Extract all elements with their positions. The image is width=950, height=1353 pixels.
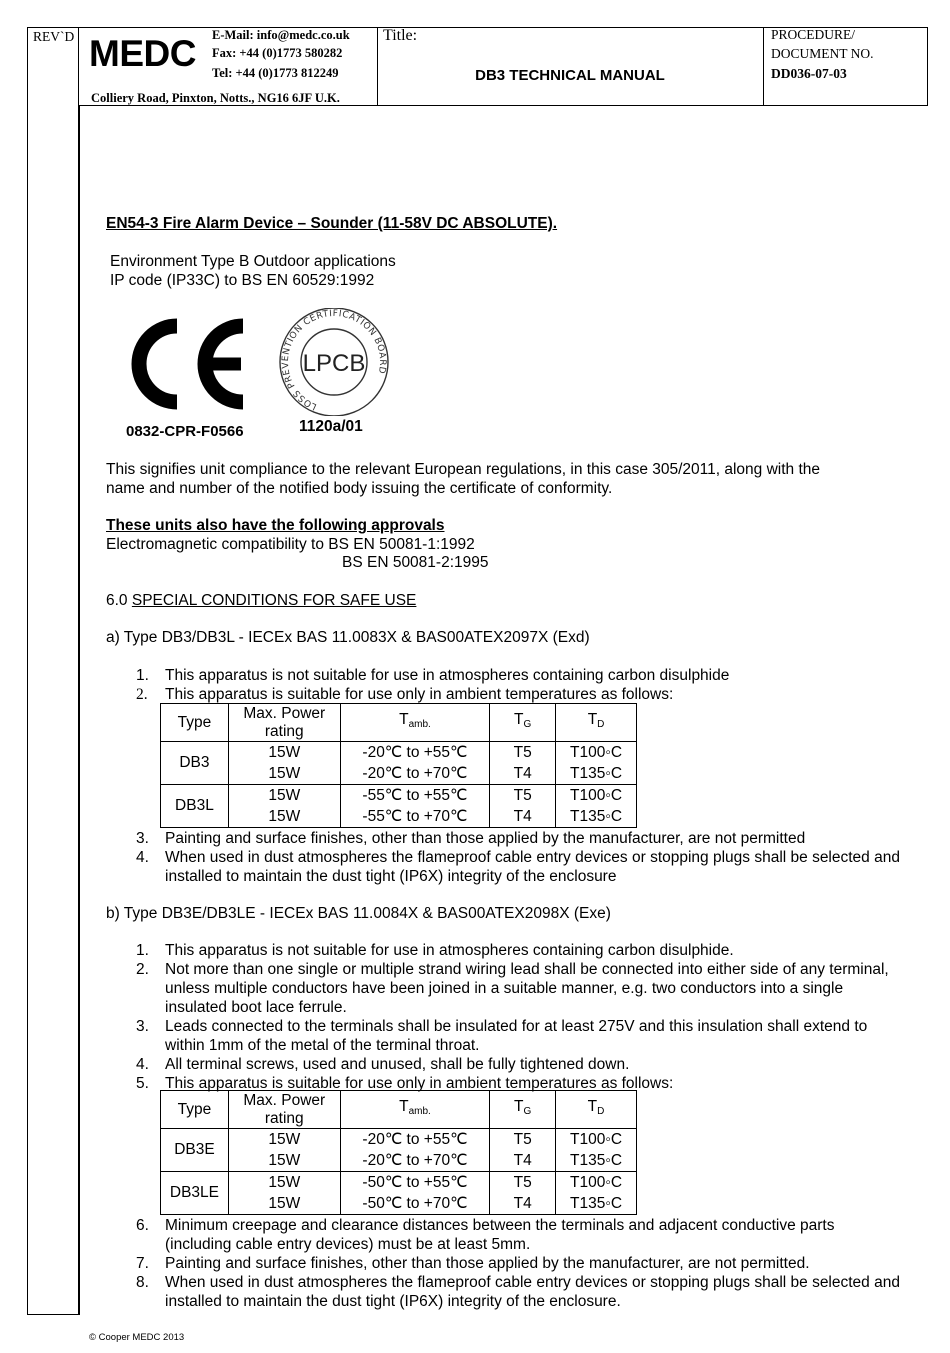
cell-tamb: -55℃ to +55℃ -55℃ to +70℃ [340,785,490,828]
cell-td: T100◦C T135◦C [556,742,637,785]
header-tg: $T_G$ [490,1091,556,1129]
body-border [78,105,80,1315]
footer-copyright: © Cooper MEDC 2013 [89,1332,185,1343]
list-item: 1. This apparatus is not suitable for use in atmospheres containing carbon disulphide [136,667,730,684]
approvals-line-2: BS EN 50081-2:1995 [342,554,489,571]
section-title: SPECIAL CONDITIONS FOR SAFE USE [131,592,417,609]
cell-power: 15W 15W [228,1129,340,1172]
table-row [161,785,637,828]
header-address: Colliery Road, Pinxton, Notts., NG16 6JF U.K. [91,91,340,105]
part-b-list-2 [108,1216,905,1311]
list-item: 8. When used in dust atmospheres the flameproof cable entry devices or stopping plugs shall be selected and installed to maintain the dust tight (IP6X) integrity of the enclosure. [136,1274,900,1310]
approvals-line-1: Electromagnetic compatibility to BS EN 50081-1:1992 [106,536,475,553]
cell-tamb: -20℃ to +55℃ -20℃ to +70℃ [340,1129,490,1172]
medc-logo: MEDC [89,33,196,74]
cell-power: 15W 15W [228,785,340,828]
part-a-temperature-table [160,703,637,828]
list-item: 4. All terminal screws, used and unused, shall be fully tightened down. [136,1056,630,1073]
document-title: DB3 TECHNICAL MANUAL [475,67,665,84]
header-power: Max. Power rating [228,1091,340,1129]
list-item: 5. This apparatus is suitable for use only in ambient temperatures as follows: [136,1075,674,1092]
cell-tamb: -20℃ to +55℃ -20℃ to +70℃ [340,742,490,785]
list-item: 3. Leads connected to the terminals shall be insulated for at least 275V and this insulation shall extend to within 1mm of the metal of the terminal throat. [136,1018,868,1054]
part-b-heading: b) Type DB3E/DB3LE - IECEx BAS 11.0084X & BAS00ATEX2098X (Exe) [106,905,611,922]
approvals-heading: These units also have the following approvals [106,517,445,534]
compliance-line-1: This signifies unit compliance to the relevant European regulations, in this case 305/2011, along with the [106,461,821,478]
cell-type: DB3E [161,1129,229,1172]
part-b-temperature-table [160,1090,637,1215]
revision-column [27,27,79,1315]
cell-type: DB3 [161,742,229,785]
cell-td: T100◦C T135◦C [556,785,637,828]
list-item: 6. Minimum creepage and clearance distances between the terminals and adjacent conductive parts (including cable entry devices) must be at least 5mm. [136,1217,835,1253]
table-header-row [161,704,637,742]
part-a-list-1 [108,666,905,704]
cell-tg: T5 T4 [490,742,556,785]
cell-power: 15W 15W [228,742,340,785]
list-item: 2. Not more than one single or multiple strand wiring lead shall be connected into either side of any terminal, unless multiple conductors have been joined in a suitable manner, e.g. two conductors into a single insulated boot lace ferrule. [136,961,889,1016]
cell-td: T100◦C T135◦C [556,1129,637,1172]
header-tg: $T_G$ [490,704,556,742]
header-power: Max. Power rating [228,704,340,742]
part-a-heading: a) Type DB3/DB3L - IECEx BAS 11.0083X & BAS00ATEX2097X (Exd) [106,629,590,646]
cell-type: DB3L [161,785,229,828]
part-b-list-1 [108,941,905,1093]
header-fax: Fax: +44 (0)1773 580282 [212,46,343,60]
list-item: 7. Painting and surface finishes, other than those applied by the manufacturer, are not permitted. [136,1255,810,1272]
ce-mark-icon [115,316,255,412]
main-heading: EN54-3 Fire Alarm Device – Sounder (11-58V DC ABSOLUTE). [106,215,558,232]
list-item: 1. This apparatus is not suitable for use in atmospheres containing carbon disulphide. [136,942,734,959]
svg-text:LOSS PREVENTION CERTIFICATION: LOSS PREVENTION CERTIFICATION BOARD [280,308,388,412]
table-row [161,1129,637,1172]
ip-code: IP code (IP33C) to BS EN 60529:1992 [110,272,375,289]
cell-tg: T5 T4 [490,785,556,828]
revision-label: REV`D [33,29,75,44]
header-email: E-Mail: info@medc.co.uk [212,28,350,42]
procedure-label: PROCEDURE/ [771,27,856,42]
cell-type: DB3LE [161,1172,229,1215]
compliance-line-2: name and number of the notified body issuing the certificate of conformity. [106,480,613,497]
svg-text:LPCB: LPCB [302,350,366,377]
header-tamb: $T_{amb.}$ [340,704,490,742]
part-a-list-2 [108,829,905,886]
lpcb-certificate-code: 1120a/01 [299,418,363,435]
document-number-label: DOCUMENT NO. [771,46,874,61]
document-number: DD036-07-03 [771,66,847,81]
title-label: Title: [383,27,418,44]
cell-tg: T5 T4 [490,1172,556,1215]
header-td: $T_D$ [556,704,637,742]
lpcb-mark-icon [276,308,392,416]
section-heading [106,591,416,610]
header-tamb: $T_{amb.}$ [340,1091,490,1129]
ce-notified-body-code: 0832-CPR-F0566 [126,423,244,440]
list-item: 4. When used in dust atmospheres the flameproof cable entry devices or stopping plugs shall be selected and installed to maintain the dust tight (IP6X) integrity of the enclosure [136,849,900,885]
cell-power: 15W 15W [228,1172,340,1215]
table-row [161,1172,637,1215]
environment-type: Environment Type B Outdoor applications [110,253,396,270]
header-type: Type [161,704,229,742]
header-divider-2 [763,27,764,106]
section-number: 6.0 [106,592,128,609]
cell-tg: T5 T4 [490,1129,556,1172]
cell-td: T100◦C T135◦C [556,1172,637,1215]
list-item: 3. Painting and surface finishes, other than those applied by the manufacturer, are not permitted [136,830,806,847]
header-td: $T_D$ [556,1091,637,1129]
table-row [161,742,637,785]
table-header-row [161,1091,637,1129]
header-type: Type [161,1091,229,1129]
header-tel: Tel: +44 (0)1773 812249 [212,66,339,80]
cell-tamb: -50℃ to +55℃ -50℃ to +70℃ [340,1172,490,1215]
list-item: 2. This apparatus is suitable for use only in ambient temperatures as follows: [136,686,674,703]
